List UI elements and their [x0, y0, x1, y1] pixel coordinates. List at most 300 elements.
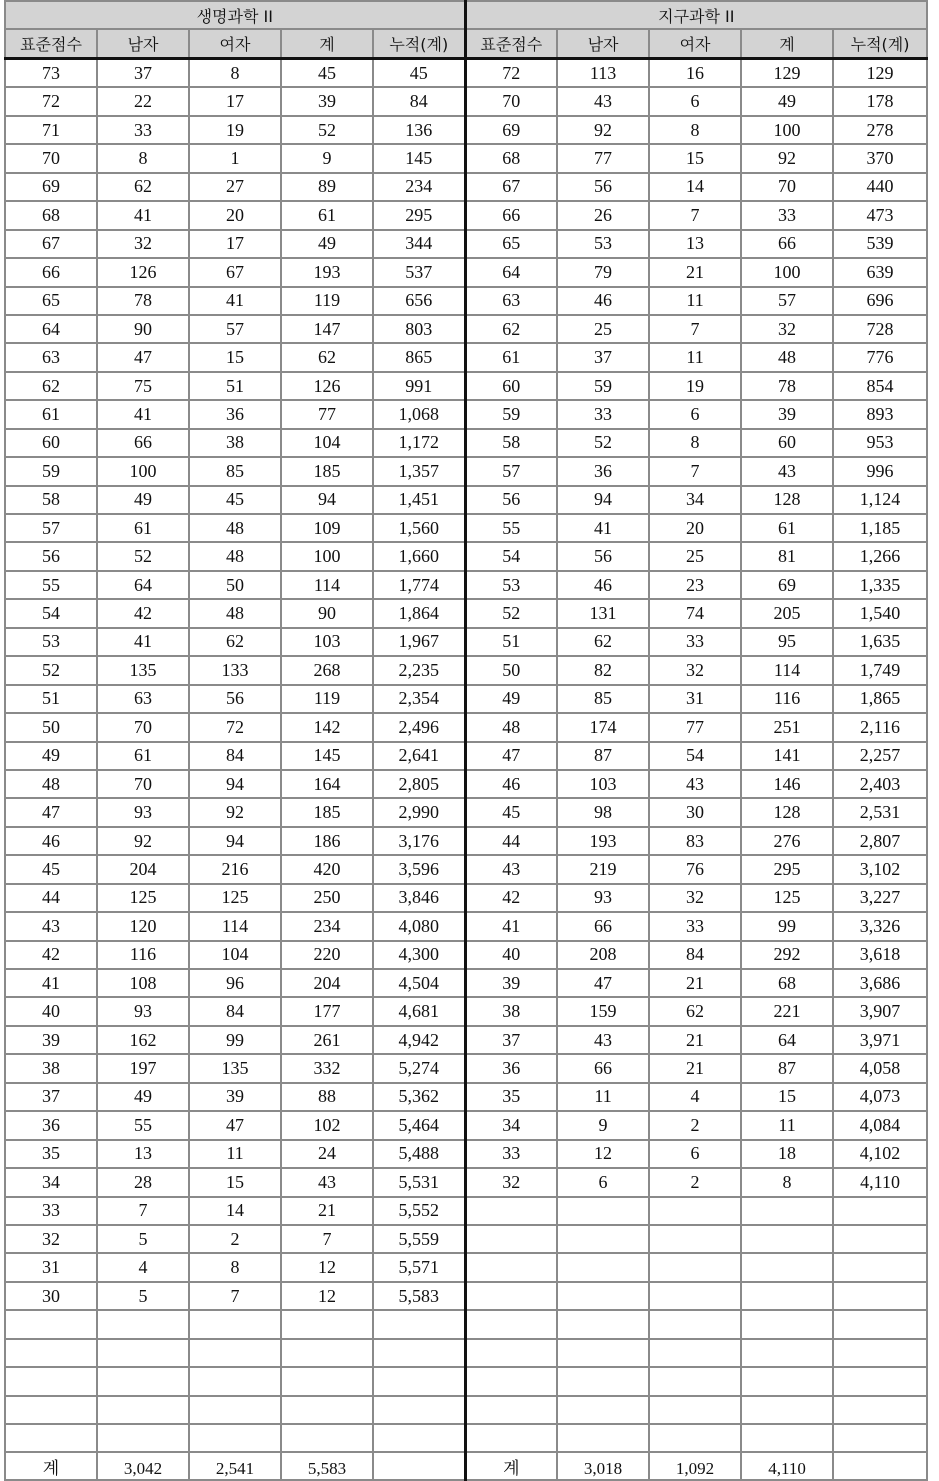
table-cell: 5,559	[373, 1225, 465, 1253]
table-cell: 216	[189, 855, 281, 883]
table-cell: 8	[649, 116, 741, 144]
table-cell: 59	[557, 372, 649, 400]
total-value	[833, 1452, 927, 1480]
table-cell: 47	[97, 343, 189, 371]
table-cell: 33	[649, 628, 741, 656]
table-cell: 56	[465, 486, 557, 514]
table-row	[5, 1282, 927, 1310]
table-cell: 2	[189, 1225, 281, 1253]
table-cell	[189, 1424, 281, 1452]
table-row	[5, 144, 927, 172]
table-cell: 32	[465, 1168, 557, 1196]
table-cell: 48	[189, 514, 281, 542]
table-cell: 46	[465, 770, 557, 798]
table-cell: 12	[281, 1282, 373, 1310]
table-cell: 26	[557, 201, 649, 229]
table-cell: 76	[649, 855, 741, 883]
table-cell: 39	[5, 1026, 97, 1054]
table-cell	[189, 1367, 281, 1395]
table-cell: 208	[557, 941, 649, 969]
table-cell: 3,971	[833, 1026, 927, 1054]
table-row	[5, 912, 927, 940]
table-cell: 47	[557, 969, 649, 997]
table-cell: 50	[189, 571, 281, 599]
table-cell: 78	[741, 372, 833, 400]
table-cell: 33	[465, 1140, 557, 1168]
table-cell: 72	[189, 713, 281, 741]
table-cell: 4,110	[833, 1168, 927, 1196]
table-cell: 62	[5, 372, 97, 400]
table-cell: 46	[557, 571, 649, 599]
table-row	[5, 343, 927, 371]
table-cell	[557, 1225, 649, 1253]
table-cell: 93	[97, 798, 189, 826]
table-cell: 276	[741, 827, 833, 855]
table-cell: 5,464	[373, 1111, 465, 1139]
table-cell: 65	[465, 230, 557, 258]
table-cell: 43	[557, 87, 649, 115]
table-cell: 125	[97, 884, 189, 912]
table-cell: 3,846	[373, 884, 465, 912]
table-cell: 21	[649, 258, 741, 286]
table-cell: 13	[649, 230, 741, 258]
table-cell: 62	[465, 315, 557, 343]
table-cell	[97, 1310, 189, 1338]
table-cell: 95	[741, 628, 833, 656]
table-cell	[5, 1339, 97, 1367]
table-cell: 78	[97, 287, 189, 315]
column-header: 계	[281, 29, 373, 59]
table-row	[5, 571, 927, 599]
table-cell: 6	[557, 1168, 649, 1196]
column-header: 누적(계)	[373, 29, 465, 59]
table-cell: 2,235	[373, 656, 465, 684]
table-cell: 116	[741, 685, 833, 713]
table-cell: 36	[465, 1054, 557, 1082]
table-cell: 62	[189, 628, 281, 656]
table-cell: 93	[97, 997, 189, 1025]
total-value	[373, 1452, 465, 1480]
table-cell: 21	[649, 969, 741, 997]
table-cell: 108	[97, 969, 189, 997]
table-cell: 50	[465, 656, 557, 684]
table-cell	[833, 1282, 927, 1310]
table-cell	[649, 1339, 741, 1367]
table-row	[5, 1168, 927, 1196]
table-cell: 43	[281, 1168, 373, 1196]
table-cell: 45	[5, 855, 97, 883]
table-row	[5, 798, 927, 826]
table-cell: 70	[465, 87, 557, 115]
table-cell: 33	[557, 400, 649, 428]
table-cell: 48	[189, 542, 281, 570]
table-cell: 1,635	[833, 628, 927, 656]
table-cell: 20	[649, 514, 741, 542]
table-cell	[649, 1367, 741, 1395]
table-cell: 49	[5, 742, 97, 770]
column-header: 남자	[97, 29, 189, 59]
table-cell: 18	[741, 1140, 833, 1168]
table-cell	[649, 1396, 741, 1424]
table-cell: 79	[557, 258, 649, 286]
table-cell: 9	[281, 144, 373, 172]
table-cell	[557, 1424, 649, 1452]
table-cell	[5, 1424, 97, 1452]
table-cell: 135	[97, 656, 189, 684]
table-cell: 59	[465, 400, 557, 428]
table-cell: 473	[833, 201, 927, 229]
table-cell: 133	[189, 656, 281, 684]
table-cell: 84	[189, 742, 281, 770]
table-cell: 96	[189, 969, 281, 997]
table-cell: 177	[281, 997, 373, 1025]
table-cell	[557, 1310, 649, 1338]
table-cell: 64	[97, 571, 189, 599]
table-cell: 58	[465, 429, 557, 457]
table-row	[5, 1197, 927, 1225]
table-cell: 6	[649, 87, 741, 115]
table-cell: 3,686	[833, 969, 927, 997]
table-cell: 31	[649, 685, 741, 713]
table-cell: 37	[97, 59, 189, 88]
table-cell: 1,172	[373, 429, 465, 457]
table-cell: 59	[5, 457, 97, 485]
table-cell: 15	[741, 1083, 833, 1111]
table-cell: 344	[373, 230, 465, 258]
table-cell: 51	[5, 685, 97, 713]
table-cell: 295	[741, 855, 833, 883]
table-cell: 41	[97, 400, 189, 428]
table-cell: 854	[833, 372, 927, 400]
table-cell: 31	[5, 1253, 97, 1281]
table-cell: 4,058	[833, 1054, 927, 1082]
table-cell: 1,540	[833, 599, 927, 627]
table-cell: 74	[649, 599, 741, 627]
table-cell	[557, 1339, 649, 1367]
table-cell: 66	[741, 230, 833, 258]
table-cell: 125	[741, 884, 833, 912]
table-cell: 23	[649, 571, 741, 599]
table-cell: 77	[649, 713, 741, 741]
table-cell: 3,176	[373, 827, 465, 855]
table-cell: 220	[281, 941, 373, 969]
table-cell: 73	[5, 59, 97, 88]
table-cell: 8	[97, 144, 189, 172]
table-cell: 2	[649, 1111, 741, 1139]
table-cell: 4,942	[373, 1026, 465, 1054]
table-cell: 34	[649, 486, 741, 514]
table-cell: 85	[189, 457, 281, 485]
table-cell: 54	[5, 599, 97, 627]
table-cell: 11	[649, 287, 741, 315]
table-cell: 728	[833, 315, 927, 343]
table-cell: 68	[741, 969, 833, 997]
table-cell: 221	[741, 997, 833, 1025]
table-cell: 696	[833, 287, 927, 315]
table-cell: 6	[649, 400, 741, 428]
table-cell: 803	[373, 315, 465, 343]
table-cell: 996	[833, 457, 927, 485]
table-cell	[649, 1197, 741, 1225]
table-cell: 6	[649, 1140, 741, 1168]
table-cell: 50	[5, 713, 97, 741]
table-cell: 8	[189, 1253, 281, 1281]
table-cell: 28	[97, 1168, 189, 1196]
table-cell: 94	[557, 486, 649, 514]
table-cell: 53	[5, 628, 97, 656]
table-cell: 539	[833, 230, 927, 258]
table-cell: 90	[97, 315, 189, 343]
table-cell	[5, 1310, 97, 1338]
table-cell: 193	[557, 827, 649, 855]
table-cell: 234	[373, 173, 465, 201]
table-cell: 35	[465, 1083, 557, 1111]
table-cell: 39	[281, 87, 373, 115]
table-cell	[833, 1339, 927, 1367]
table-cell: 13	[97, 1140, 189, 1168]
table-row	[5, 486, 927, 514]
table-cell	[465, 1424, 557, 1452]
table-cell: 3,596	[373, 855, 465, 883]
section-title: 생명과학 II	[5, 1, 465, 29]
table-cell	[373, 1424, 465, 1452]
table-cell: 56	[557, 173, 649, 201]
table-cell: 88	[281, 1083, 373, 1111]
table-cell: 5,552	[373, 1197, 465, 1225]
table-cell: 128	[741, 798, 833, 826]
table-cell: 43	[741, 457, 833, 485]
table-cell: 114	[281, 571, 373, 599]
table-cell: 33	[741, 201, 833, 229]
table-cell: 11	[649, 343, 741, 371]
table-cell: 33	[5, 1197, 97, 1225]
table-cell: 268	[281, 656, 373, 684]
table-cell: 58	[5, 486, 97, 514]
table-cell	[97, 1396, 189, 1424]
table-cell: 145	[373, 144, 465, 172]
table-cell: 4	[649, 1083, 741, 1111]
table-cell: 9	[557, 1111, 649, 1139]
table-cell: 178	[833, 87, 927, 115]
table-row	[5, 429, 927, 457]
table-cell: 48	[5, 770, 97, 798]
table-row	[5, 230, 927, 258]
table-cell: 75	[97, 372, 189, 400]
table-cell: 136	[373, 116, 465, 144]
table-cell: 5	[97, 1282, 189, 1310]
table-cell: 261	[281, 1026, 373, 1054]
table-row	[5, 1396, 927, 1424]
table-cell: 34	[465, 1111, 557, 1139]
table-cell: 440	[833, 173, 927, 201]
table-cell: 56	[5, 542, 97, 570]
table-cell: 69	[741, 571, 833, 599]
table-row	[5, 997, 927, 1025]
table-cell: 1,749	[833, 656, 927, 684]
table-cell	[465, 1396, 557, 1424]
table-cell: 54	[465, 542, 557, 570]
table-cell: 52	[281, 116, 373, 144]
table-cell: 2,257	[833, 742, 927, 770]
table-cell: 104	[189, 941, 281, 969]
table-cell: 865	[373, 343, 465, 371]
table-cell: 42	[5, 941, 97, 969]
table-cell: 63	[5, 343, 97, 371]
column-header: 여자	[189, 29, 281, 59]
table-cell: 11	[557, 1083, 649, 1111]
table-row	[5, 315, 927, 343]
table-cell	[281, 1310, 373, 1338]
table-cell: 114	[741, 656, 833, 684]
table-cell: 639	[833, 258, 927, 286]
table-cell: 41	[97, 201, 189, 229]
table-cell: 33	[649, 912, 741, 940]
table-cell: 119	[281, 685, 373, 713]
table-cell: 57	[465, 457, 557, 485]
table-cell: 53	[557, 230, 649, 258]
table-cell: 51	[189, 372, 281, 400]
table-cell: 93	[557, 884, 649, 912]
table-cell: 48	[741, 343, 833, 371]
column-header: 여자	[649, 29, 741, 59]
table-row	[5, 258, 927, 286]
table-cell: 61	[741, 514, 833, 542]
table-cell: 100	[97, 457, 189, 485]
table-cell: 7	[649, 457, 741, 485]
table-cell: 420	[281, 855, 373, 883]
table-cell: 1,185	[833, 514, 927, 542]
table-cell: 3,326	[833, 912, 927, 940]
table-cell: 776	[833, 343, 927, 371]
table-cell: 41	[465, 912, 557, 940]
table-cell: 66	[465, 201, 557, 229]
table-cell: 49	[97, 486, 189, 514]
table-cell: 34	[5, 1168, 97, 1196]
table-cell: 48	[465, 713, 557, 741]
table-row	[5, 116, 927, 144]
table-cell: 2,496	[373, 713, 465, 741]
table-cell: 219	[557, 855, 649, 883]
table-cell	[465, 1339, 557, 1367]
table-row	[5, 827, 927, 855]
table-cell: 45	[281, 59, 373, 88]
table-cell: 94	[189, 827, 281, 855]
table-cell: 185	[281, 457, 373, 485]
table-cell: 82	[557, 656, 649, 684]
table-cell: 15	[189, 343, 281, 371]
table-cell: 2,116	[833, 713, 927, 741]
table-cell: 57	[5, 514, 97, 542]
table-cell: 953	[833, 429, 927, 457]
table-cell	[465, 1367, 557, 1395]
table-cell: 52	[557, 429, 649, 457]
table-cell: 52	[5, 656, 97, 684]
table-cell: 92	[97, 827, 189, 855]
table-cell: 54	[649, 742, 741, 770]
table-body	[5, 1, 927, 1480]
table-cell: 66	[557, 912, 649, 940]
table-cell	[97, 1367, 189, 1395]
table-row	[5, 742, 927, 770]
table-cell	[97, 1339, 189, 1367]
table-cell: 69	[465, 116, 557, 144]
table-cell: 89	[281, 173, 373, 201]
table-cell: 52	[97, 542, 189, 570]
table-cell: 92	[557, 116, 649, 144]
table-row	[5, 713, 927, 741]
table-cell: 36	[189, 400, 281, 428]
table-cell: 90	[281, 599, 373, 627]
table-cell: 57	[741, 287, 833, 315]
table-cell: 102	[281, 1111, 373, 1139]
table-cell: 370	[833, 144, 927, 172]
column-header-row	[5, 29, 927, 59]
total-label: 계	[465, 1452, 557, 1480]
table-cell: 60	[465, 372, 557, 400]
table-row	[5, 1424, 927, 1452]
table-cell: 48	[189, 599, 281, 627]
table-cell: 77	[557, 144, 649, 172]
table-cell: 47	[189, 1111, 281, 1139]
table-row	[5, 884, 927, 912]
table-cell	[465, 1310, 557, 1338]
table-cell: 146	[741, 770, 833, 798]
table-row	[5, 514, 927, 542]
table-cell: 55	[5, 571, 97, 599]
table-cell	[5, 1396, 97, 1424]
table-cell: 61	[5, 400, 97, 428]
table-cell: 71	[5, 116, 97, 144]
table-cell: 162	[97, 1026, 189, 1054]
table-cell	[833, 1225, 927, 1253]
table-cell	[97, 1424, 189, 1452]
table-cell: 94	[189, 770, 281, 798]
table-cell	[741, 1282, 833, 1310]
table-cell: 1,357	[373, 457, 465, 485]
table-cell	[833, 1367, 927, 1395]
table-cell: 21	[649, 1054, 741, 1082]
table-cell: 68	[465, 144, 557, 172]
table-row	[5, 1253, 927, 1281]
table-cell	[649, 1310, 741, 1338]
table-cell: 1,967	[373, 628, 465, 656]
table-cell: 44	[5, 884, 97, 912]
table-cell: 47	[465, 742, 557, 770]
table-cell: 103	[557, 770, 649, 798]
table-cell: 185	[281, 798, 373, 826]
table-row	[5, 1111, 927, 1139]
table-cell: 37	[557, 343, 649, 371]
table-row	[5, 628, 927, 656]
table-cell: 63	[465, 287, 557, 315]
table-cell: 656	[373, 287, 465, 315]
section-title: 지구과학 II	[465, 1, 927, 29]
table-cell	[833, 1310, 927, 1338]
table-row	[5, 542, 927, 570]
table-cell: 52	[465, 599, 557, 627]
table-cell	[741, 1367, 833, 1395]
table-cell	[373, 1367, 465, 1395]
column-header: 표준점수	[465, 29, 557, 59]
table-cell: 65	[5, 287, 97, 315]
table-cell: 204	[97, 855, 189, 883]
table-cell: 186	[281, 827, 373, 855]
table-cell: 55	[97, 1111, 189, 1139]
table-cell: 24	[281, 1140, 373, 1168]
table-cell: 25	[649, 542, 741, 570]
table-cell: 87	[557, 742, 649, 770]
table-cell: 2	[649, 1168, 741, 1196]
